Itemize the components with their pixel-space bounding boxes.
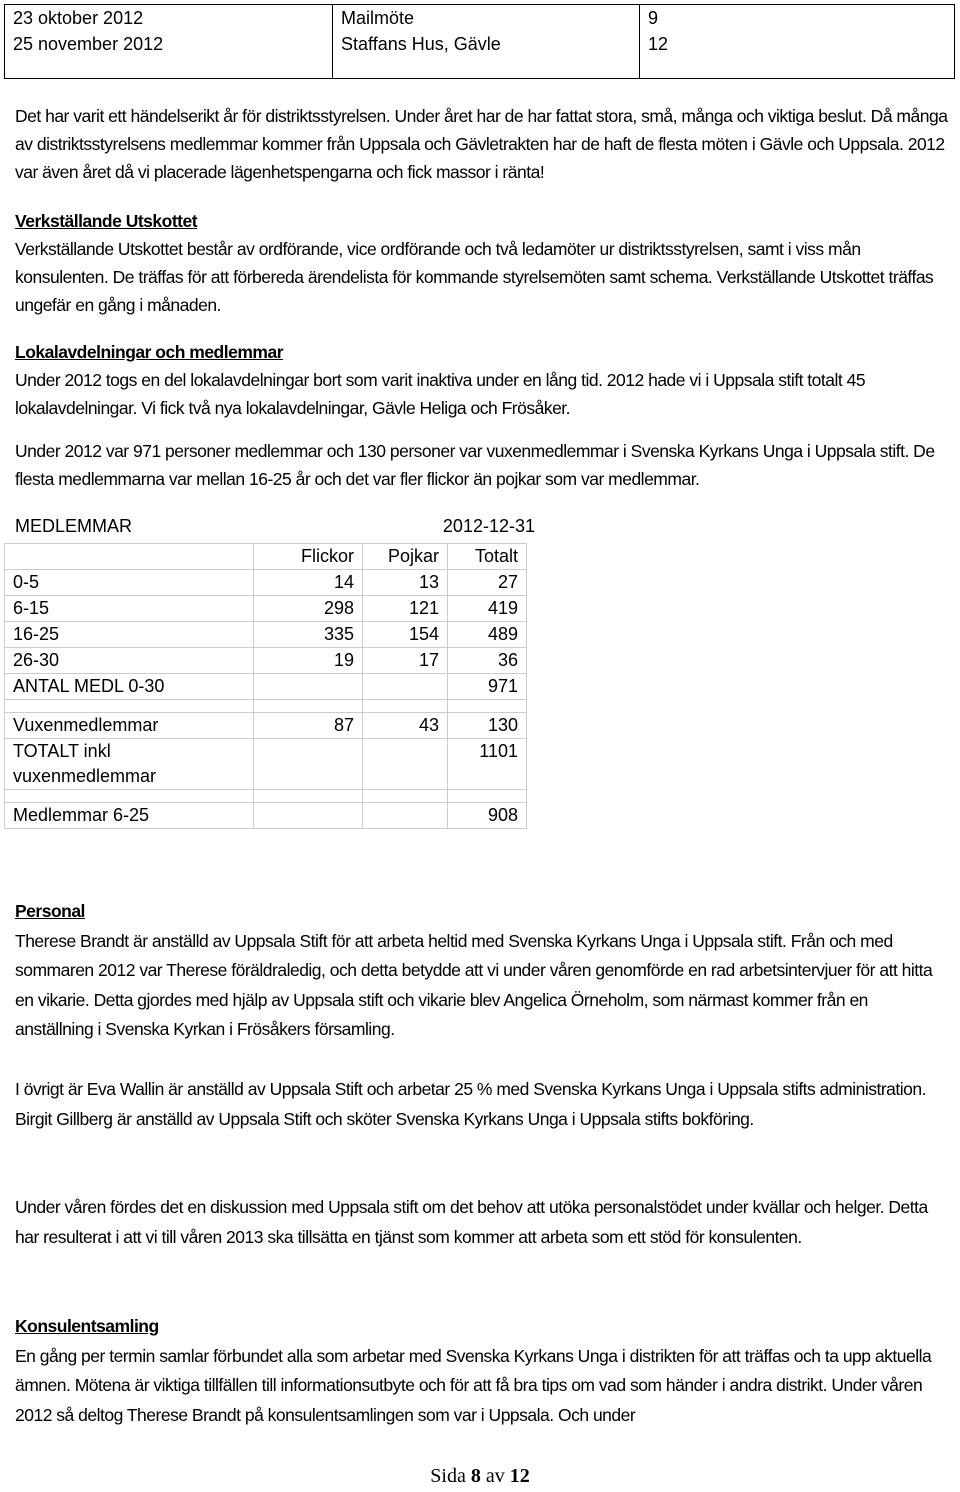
- meeting-event: Staffans Hus, Gävle: [341, 34, 501, 54]
- lokal-text-2: Under 2012 var 971 personer medlemmar och 130 personer var vuxenmedlemmar i Svenska Kyrkans Unga i Uppsala stift. De flesta medlemmarna var mellan 16-25 år och det var fler flickor än pojkar som var medlemmar.: [15, 441, 935, 489]
- empty-cell: [363, 803, 448, 829]
- personal-p2: I övrigt är Eva Wallin är anställd av Uppsala Stift och arbetar 25 % med Svenska Kyrkans Unga i Uppsala stifts administration. Birgit Gillberg är anställd av Uppsala Stift och sköter Svenska Kyrkans Unga i Uppsala stifts bokföring.: [15, 1079, 926, 1129]
- members-header-row: [5, 544, 527, 570]
- meeting-count: 12: [648, 34, 669, 54]
- header-pojkar: Pojkar: [363, 544, 448, 570]
- totalt-inkl-label: [5, 739, 254, 790]
- vuxen-pojkar: 43: [363, 713, 448, 739]
- vu-text: Verkställande Utskottet består av ordförande, vice ordförande och två ledamöter ur distriktsstyrelsen, samt i viss mån konsulenten. De träffas för att förbereda ärendelista för kommande styrelsemöten samt schema. Verkställande Utskottet träffas ungefär en gång i månaden.: [15, 239, 934, 315]
- vu-section: [15, 207, 950, 319]
- row-pojkar: 17: [363, 648, 448, 674]
- spacer-row: [5, 700, 527, 713]
- footer-prefix: Sida: [430, 1465, 471, 1487]
- m625-total: 908: [448, 803, 527, 829]
- row-flickor: 335: [254, 622, 363, 648]
- row-totalt: 419: [448, 596, 527, 622]
- personal-heading: Personal: [15, 901, 85, 921]
- empty-cell: [254, 803, 363, 829]
- members-table: [4, 543, 527, 829]
- meeting-table: [4, 4, 955, 79]
- personal-p1: Therese Brandt är anställd av Uppsala Stift för att arbeta heltid med Svenska Kyrkans Unga i Uppsala stift. Från och med sommaren 2012 var Therese föräldraledig, och detta betydde att vi under våren genomförde en rad arbetsintervjuer för att hitta en vikarie. Detta gjordes med hjälp av Uppsala stift och vikarie blev Angelica Örneholm, som närmast kommer från en anställning i Svenska Kyrkan i Frösåkers församling.: [15, 930, 933, 1039]
- konsulent-heading: Konsulentsamling: [15, 1316, 159, 1336]
- vuxen-row: [5, 713, 527, 739]
- personal-section: [15, 897, 950, 1045]
- meeting-event: Mailmöte: [341, 8, 415, 28]
- empty-cell: [363, 739, 448, 790]
- header-empty-cell: [5, 544, 254, 570]
- row-label: 26-30: [5, 648, 254, 674]
- row-label: 16-25: [5, 622, 254, 648]
- members-row: [5, 622, 527, 648]
- row-pojkar: 121: [363, 596, 448, 622]
- antal-label: ANTAL MEDL 0-30: [5, 674, 254, 700]
- empty-cell: [254, 739, 363, 790]
- m625-row: [5, 803, 527, 829]
- row-flickor: 14: [254, 570, 363, 596]
- meeting-date: 23 oktober 2012: [13, 8, 144, 28]
- antal-total: 971: [448, 674, 527, 700]
- row-pojkar: 154: [363, 622, 448, 648]
- members-title: MEDLEMMAR: [15, 516, 133, 536]
- row-totalt: 27: [448, 570, 527, 596]
- meeting-count-cell: [640, 5, 955, 79]
- members-row: [5, 648, 527, 674]
- row-flickor: 298: [254, 596, 363, 622]
- m625-label: Medlemmar 6-25: [5, 803, 254, 829]
- members-date: 2012-12-31: [442, 516, 535, 536]
- empty-cell: [363, 674, 448, 700]
- row-totalt: 36: [448, 648, 527, 674]
- totalt-inkl-label-2: vuxenmedlemmar: [13, 766, 157, 786]
- footer-middle: av: [480, 1465, 510, 1487]
- totalt-inkl-row: [5, 739, 527, 790]
- row-totalt: 489: [448, 622, 527, 648]
- meeting-date: 25 november 2012: [13, 34, 164, 54]
- personal-p3: Under våren fördes det en diskussion med Uppsala stift om det behov att utöka personalstödet under kvällar och helger. Detta har resulterat i att vi till våren 2013 ska tillsätta en tjänst som kommer att arbeta som ett stöd för konsulenten.: [15, 1197, 928, 1247]
- meeting-date-cell: [5, 5, 333, 79]
- meeting-row: [5, 5, 955, 79]
- konsulent-text: En gång per termin samlar förbundet alla som arbetar med Svenska Kyrkans Unga i distrikten för att träffas och ta upp aktuella ämnen. Mötena är viktiga tillfällen till informationsutbyte och för att få bra tips om vad som händer i andra distrikt. Under våren 2012 så deltog Therese Brandt på konsulentsamlingen som var i Uppsala. Och under: [15, 1345, 932, 1425]
- members-row: [5, 570, 527, 596]
- vuxen-total: 130: [448, 713, 527, 739]
- lokal-text: Under 2012 togs en del lokalavdelningar bort som varit inaktiva under en lång tid. 2012 hade vi i Uppsala stift totalt 45 lokalavdelningar. Vi fick två nya lokalavdelningar, Gävle Heliga och Frösåker.: [15, 370, 866, 418]
- totalt-inkl-total: 1101: [448, 739, 527, 790]
- footer-total: 12: [509, 1465, 530, 1487]
- antal-row: [5, 674, 527, 700]
- page-footer: [0, 1465, 960, 1488]
- footer-page: 8: [470, 1465, 481, 1487]
- header-totalt: Totalt: [448, 544, 527, 570]
- row-flickor: 19: [254, 648, 363, 674]
- members-row: [5, 596, 527, 622]
- row-pojkar: 13: [363, 570, 448, 596]
- row-label: 6-15: [5, 596, 254, 622]
- header-flickor: Flickor: [254, 544, 363, 570]
- lokal-heading: Lokalavdelningar och medlemmar: [15, 342, 284, 362]
- totalt-inkl-label-1: TOTALT inkl: [13, 741, 111, 761]
- empty-cell: [254, 674, 363, 700]
- members-title-row: [15, 516, 541, 544]
- konsulent-section: [15, 1312, 950, 1430]
- intro-paragraph: Det har varit ett händelserikt år för distriktsstyrelsen. Under året har de har fattat stora, små, många och viktiga beslut. Då många av distriktsstyrelsens medlemmar kommer från Uppsala och Gävletrakten har de haft de flesta möten i Gävle och Uppsala. 2012 var även året då vi placerade lägenhetspengarna och fick massor i ränta!: [15, 106, 948, 182]
- vuxen-label: Vuxenmedlemmar: [5, 713, 254, 739]
- meeting-count: 9: [648, 8, 659, 28]
- vu-heading: Verkställande Utskottet: [15, 211, 198, 231]
- row-label: 0-5: [5, 570, 254, 596]
- lokal-section: [15, 338, 950, 422]
- vuxen-flickor: 87: [254, 713, 363, 739]
- spacer-row: [5, 790, 527, 803]
- meeting-event-cell: [333, 5, 640, 79]
